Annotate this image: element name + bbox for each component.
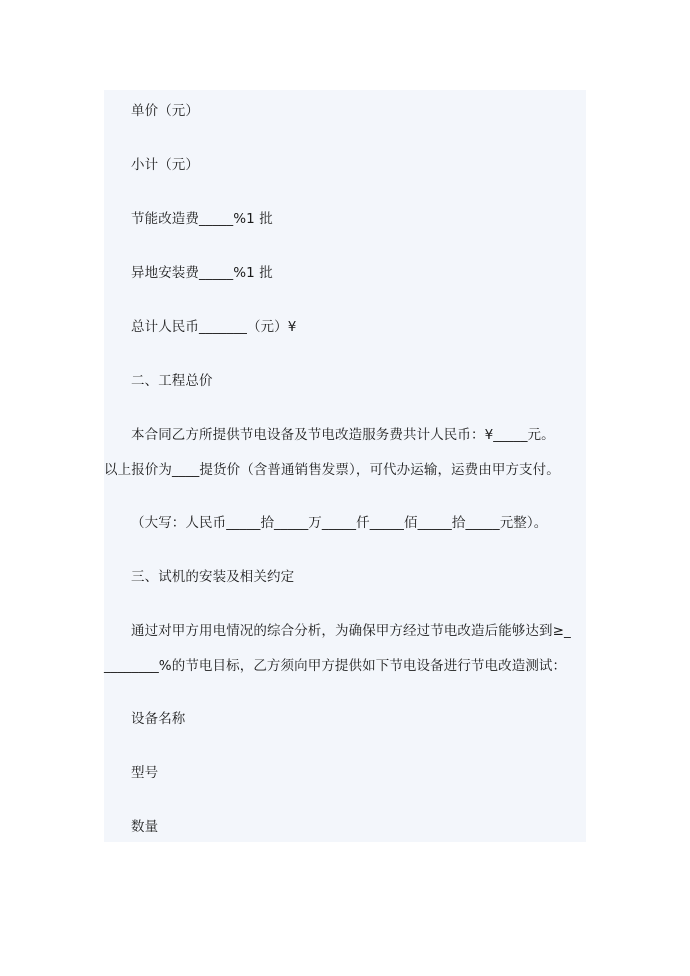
quantity-label: 数量 <box>131 819 159 835</box>
paragraph-total-price: 本合同乙方所提供节电设备及节电改造服务费共计人民币：¥_____元。 <box>131 427 555 443</box>
paragraph-quote-terms: 以上报价为____提货价（含普通销售发票），可代办运输，运费由甲方支付。 <box>104 462 560 478</box>
section-heading-total-price: 二、工程总价 <box>131 373 213 389</box>
unit-price-label: 单价（元） <box>131 103 199 119</box>
energy-retrofit-fee-line: 节能改造费_____%1 批 <box>131 211 273 227</box>
paragraph-analysis-line-2: ________%的节电目标，乙方须向甲方提供如下节电设备进行节电改造测试： <box>104 658 567 674</box>
model-label: 型号 <box>131 765 159 781</box>
equipment-name-label: 设备名称 <box>131 711 186 727</box>
paragraph-amount-in-words: （大写：人民币_____拾_____万_____仟_____佰_____拾_____元整）。 <box>131 515 548 531</box>
subtotal-label: 小计（元） <box>131 157 199 173</box>
total-rmb-line: 总计人民币_______（元）¥ <box>131 319 297 335</box>
remote-install-fee-line: 异地安装费_____%1 批 <box>131 265 273 281</box>
paragraph-analysis-line-1: 通过对甲方用电情况的综合分析，为确保甲方经过节电改造后能够达到≥_ <box>131 623 571 639</box>
section-heading-trial-install: 三、试机的安装及相关约定 <box>131 569 295 585</box>
